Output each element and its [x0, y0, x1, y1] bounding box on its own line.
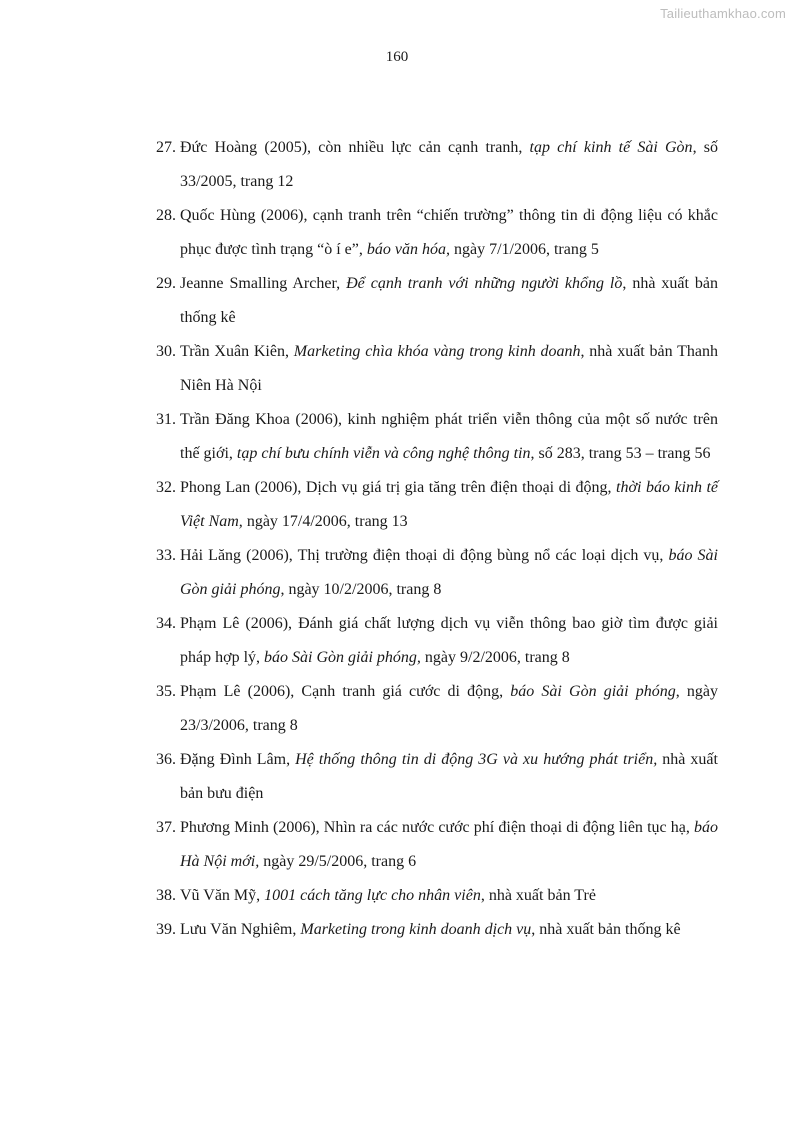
- reference-text: Phương Minh (2006), Nhìn ra các nước cước phí điện thoại di động liên tục hạ,: [180, 819, 694, 836]
- reference-title: báo Hà Nội mới,: [180, 819, 718, 870]
- reference-title: tạp chí kinh tế Sài Gòn: [529, 139, 693, 156]
- reference-item: [156, 267, 718, 335]
- reference-text: Đặng Đình Lâm,: [180, 751, 296, 768]
- reference-item: [156, 199, 718, 267]
- reference-number: 29.: [156, 275, 176, 292]
- reference-text: Đức Hoàng (2005), còn nhiều lực cản cạnh tranh,: [180, 139, 530, 156]
- reference-text: Jeanne Smalling Archer,: [180, 275, 347, 292]
- reference-title: báo Sài Gòn giải phóng: [510, 683, 676, 700]
- reference-item: [156, 607, 718, 675]
- reference-title: Marketing trong kinh doanh dịch vụ: [300, 921, 532, 938]
- reference-title: tạp chí bưu chính viễn và công nghệ thông tin: [236, 445, 531, 462]
- reference-item: [156, 675, 718, 743]
- reference-text: Lưu Văn Nghiêm,: [180, 921, 301, 938]
- reference-number: 31.: [156, 411, 176, 428]
- reference-title: 1001 cách tăng lực cho nhân viên: [264, 887, 481, 904]
- reference-text: , số 283, trang 53 – trang 56: [530, 445, 711, 462]
- reference-text: Quốc Hùng (2006), cạnh tranh trên “chiến trường” thông tin di động liệu có khắc phục được tình trạng “ò í e”,: [180, 207, 718, 258]
- reference-text: Vũ Văn Mỹ,: [180, 887, 265, 904]
- reference-title: báo văn hóa,: [366, 241, 450, 258]
- reference-text: Trần Đăng Khoa (2006), kinh nghiệm phát triển viễn thông của một số nước trên thế giới,: [180, 411, 718, 462]
- reference-number: 38.: [156, 887, 176, 904]
- reference-text: , nhà xuất bản Trẻ: [480, 887, 596, 904]
- reference-text: , nhà xuất bản thống kê: [180, 275, 719, 326]
- reference-item: [156, 811, 718, 879]
- reference-item: [156, 913, 718, 947]
- reference-item: [156, 743, 718, 811]
- reference-text: nhà xuất bản bưu điện: [180, 751, 718, 802]
- reference-text: Phong Lan (2006), Dịch vụ giá trị gia tăng trên điện thoại di động,: [180, 479, 617, 496]
- reference-title: thời báo kinh tế Việt Nam,: [180, 479, 719, 530]
- reference-number: 33.: [156, 547, 176, 564]
- reference-text: Phạm Lê (2006), Cạnh tranh giá cước di động,: [180, 683, 511, 700]
- reference-item: [156, 131, 718, 199]
- reference-number: 37.: [156, 819, 176, 836]
- reference-number: 27.: [156, 139, 176, 156]
- reference-text: , ngày 10/2/2006, trang 8: [280, 581, 442, 598]
- reference-number: 35.: [156, 683, 176, 700]
- reference-text: Trần Xuân Kiên,: [180, 343, 294, 360]
- reference-title: báo Sài Gòn giải phóng,: [264, 649, 421, 666]
- reference-text: , nhà xuất bản thống kê: [531, 921, 681, 938]
- page-number: 160: [385, 49, 409, 65]
- reference-title: Để cạnh tranh với những người khổng lồ: [346, 275, 623, 292]
- reference-text: , nhà xuất bản Thanh Niên Hà Nội: [180, 343, 718, 394]
- reference-title: báo Sài Gòn giải phóng: [180, 547, 718, 598]
- reference-number: 28.: [156, 207, 176, 224]
- reference-text: ngày 17/4/2006, trang 13: [242, 513, 408, 530]
- reference-number: 39.: [156, 921, 176, 938]
- reference-title: Hệ thống thông tin di động 3G và xu hướng phát triển,: [295, 751, 658, 768]
- reference-item: [156, 879, 718, 913]
- reference-item: [156, 471, 718, 539]
- reference-text: , số 33/2005, trang 12: [180, 139, 718, 190]
- reference-item: [156, 539, 718, 607]
- reference-number: 30.: [156, 343, 176, 360]
- reference-text: , ngày 23/3/2006, trang 8: [180, 683, 719, 734]
- reference-text: Phạm Lê (2006), Đánh giá chất lượng dịch vụ viễn thông bao giờ tìm được giải pháp hợp lý,: [180, 615, 718, 666]
- reference-number: 34.: [156, 615, 176, 632]
- reference-title: Marketing chìa khóa vàng trong kinh doanh: [293, 343, 581, 360]
- reference-text: Hải Lăng (2006), Thị trường điện thoại di động bùng nổ các loại dịch vụ,: [180, 547, 669, 564]
- reference-item: [156, 335, 718, 403]
- reference-number: 36.: [156, 751, 176, 768]
- reference-text: ngày 9/2/2006, trang 8: [420, 649, 570, 666]
- reference-text: ngày 7/1/2006, trang 5: [449, 241, 599, 258]
- reference-list: [156, 131, 718, 947]
- reference-number: 32.: [156, 479, 176, 496]
- reference-item: [156, 403, 718, 471]
- reference-text: ngày 29/5/2006, trang 6: [259, 853, 417, 870]
- watermark: Tailieuthamkhao.com: [660, 6, 786, 21]
